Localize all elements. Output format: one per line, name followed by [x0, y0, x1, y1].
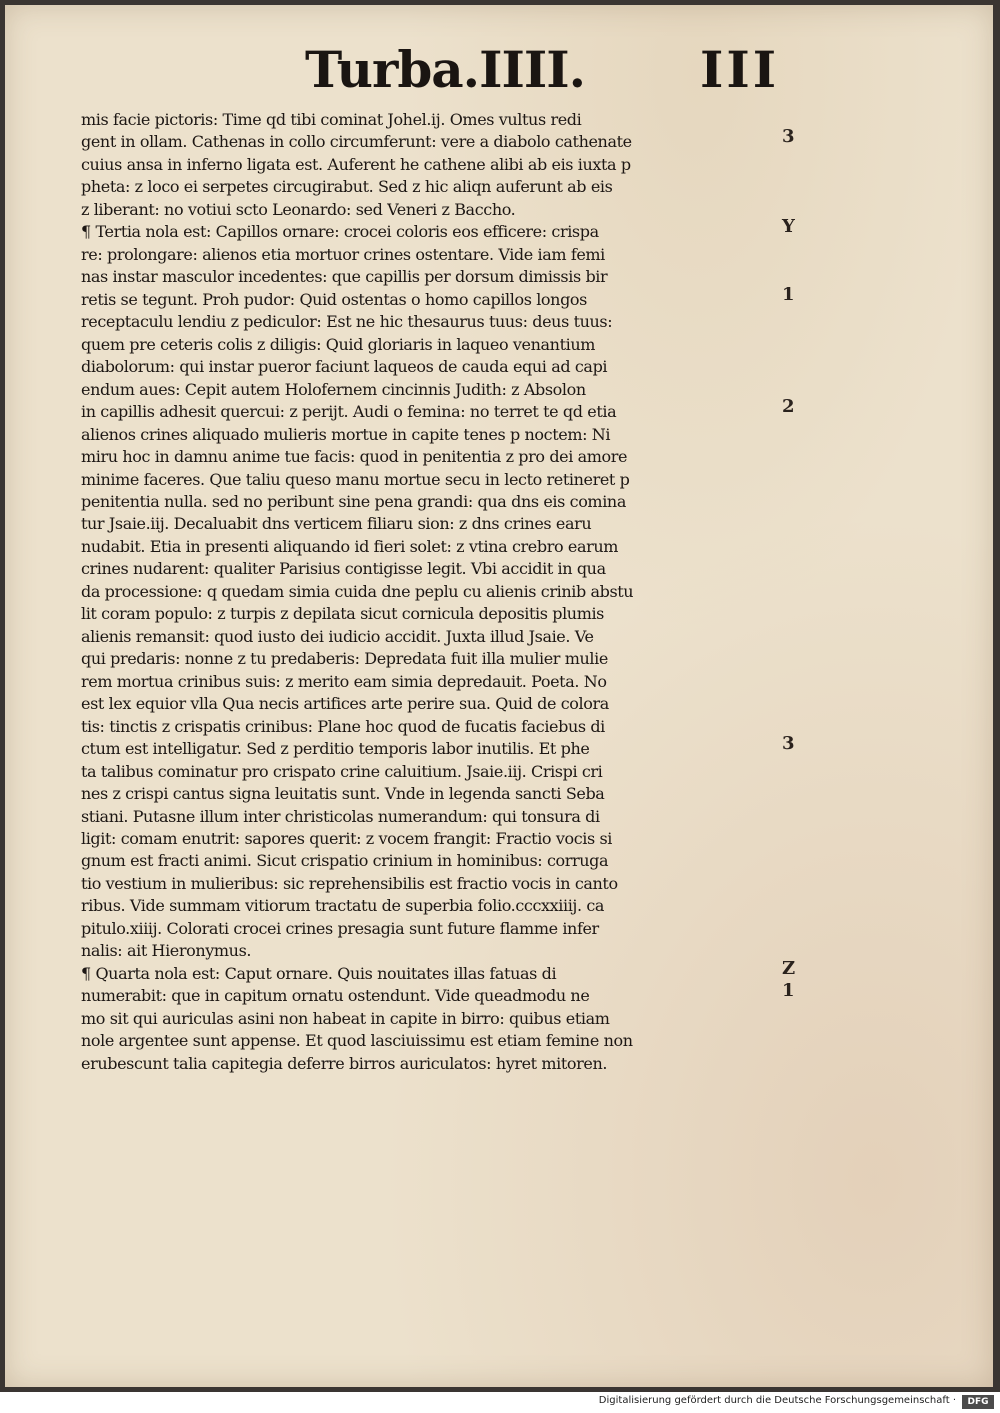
text-line: qui predaris: nonne z tu predaberis: Depredata fuit illa mulier mulie: [81, 649, 608, 669]
text-line: mis facie pictoris: Time qd tibi cominat Johel.ij. Omes vultus redi: [81, 110, 582, 129]
text-line: tur Jsaie.iij. Decaluabit dns verticem filiaru sion: z dns crines earu: [81, 514, 592, 534]
text-line: gent in ollam. Cathenas in collo circumferunt: vere a diabolo cathenate: [81, 132, 632, 152]
text-line: ligit: comam enutrit: sapores querit: z vocem frangit: Fractio vocis si: [81, 829, 613, 848]
text-line: alienos crines aliquado mulieris mortue in capite tenes p noctem: Ni: [81, 424, 611, 444]
text-line: endum aues: Cepit autem Holofernem cincinnis Judith: z Absolon: [81, 379, 586, 399]
text-line: ribus. Vide summam vitiorum tractatu de superbia folio.cccxxiiij. ca: [81, 896, 605, 916]
funding-credit: Digitalisierung gefördert durch die Deutsche Forschungsgemeinschaft ·: [598, 1395, 956, 1406]
text-line: mo sit qui auriculas asini non habeat in capite in birro: quibus etiam: [81, 1008, 610, 1028]
text-line: retis se tegunt. Proh pudor: Quid ostentas o homo capillos longos: [81, 289, 587, 309]
text-line: nudabit. Etia in presenti aliquando id fieri solet: z vtina crebro earum: [81, 536, 619, 556]
text-line: alienis remansit: quod iusto dei iudicio accidit. Juxta illud Jsaie. Ve: [81, 626, 594, 646]
text-line: cuius ansa in inferno ligata est. Auferent he cathene alibi ab eis iuxta p: [81, 154, 631, 174]
text-line: nas instar masculor incedentes: que capillis per dorsum dimissis bir: [81, 267, 608, 287]
text-line: minime faceres. Que taliu queso manu mortue secu in lecto retineret p: [81, 469, 630, 489]
running-title: Turba.IIII.: [305, 40, 586, 99]
text-line: nole argentee sunt appense. Et quod lasciuissimu est etiam femine non: [81, 1031, 633, 1051]
text-line: nalis: ait Hieronymus.: [81, 941, 252, 961]
text-line: quem pre ceteris colis z diligis: Quid gloriaris in laqueo venantium: [81, 334, 595, 354]
text-line: penitentia nulla. sed no peribunt sine pena grandi: qua dns eis comina: [81, 491, 626, 511]
text-line: crines nudarent: qualiter Parisius contigisse legit. Vbi accidit in qua: [81, 559, 606, 579]
text-line: lit coram populo: z turpis z depilata sicut cornicula depositis plumis: [81, 604, 604, 624]
margin-note: 2: [782, 396, 795, 418]
text-line: numerabit: que in capitum ornatu ostendunt. Vide queadmodu ne: [81, 986, 590, 1006]
text-line: tis: tinctis z crispatis crinibus: Plane hoc quod de fucatis faciebus di: [81, 716, 605, 736]
text-line: in capillis adhesit quercui: z perijt. Audi o femina: no terret te qd etia: [81, 402, 617, 422]
body-text: [81, 109, 786, 1075]
text-line: stiani. Putasne illum inter christicolas numerandum: qui tonsura di: [81, 806, 600, 826]
text-line: receptaculu lendiu z pediculor: Est ne hic thesaurus tuus: deus tuus:: [81, 312, 613, 332]
text-line: miru hoc in damnu anime tue facis: quod in penitentia z pro dei amore: [81, 447, 628, 467]
text-line: est lex equior vlla Qua necis artifices arte perire sua. Quid de colora: [81, 694, 609, 714]
folio-number: III: [700, 40, 780, 99]
text-line: diabolorum: qui instar pueror faciunt laqueos de cauda equi ad capi: [81, 357, 608, 377]
text-line: da processione: q quedam simia cuida dne peplu cu alienis crinib abstu: [81, 581, 634, 601]
page-header: [305, 35, 805, 105]
text-line: pheta: z loco ei serpetes circugirabut. Sed z hic aliqn auferunt ab eis: [81, 177, 613, 197]
text-line: re: prolongare: alienos etia mortuor crines ostentare. Vide iam femi: [81, 244, 605, 264]
text-line: pitulo.xiiij. Colorati crocei crines presagia sunt future flamme infer: [81, 918, 599, 938]
margin-note: 3: [782, 733, 795, 755]
margin-note: 3: [782, 126, 795, 148]
margin-note: Z: [782, 957, 796, 979]
text-line: ta talibus cominatur pro crispato crine caluitium. Jsaie.iij. Crispi cri: [81, 761, 603, 781]
margin-note: Y: [782, 216, 795, 238]
margin-note: 1: [782, 283, 795, 305]
text-line: nes z crispi cantus signa leuitatis sunt. Vnde in legenda sancti Seba: [81, 784, 605, 804]
text-line: erubescunt talia capitegia deferre birros auriculatos: hyret mitoren.: [81, 1053, 608, 1073]
text-line: ctum est intelligatur. Sed z perditio temporis labor inutilis. Et phe: [81, 739, 590, 759]
margin-note: 1: [782, 980, 795, 1002]
text-line: rem mortua crinibus suis: z merito eam simia depredauit. Poeta. No: [81, 671, 607, 691]
book-page: [5, 5, 993, 1387]
text-line: gnum est fracti animi. Sicut crispatio crinium in hominibus: corruga: [81, 851, 609, 871]
text-line: ¶ Quarta nola est: Caput ornare. Quis nouitates illas fatuas di: [81, 963, 557, 983]
text-line: z liberant: no votiui scto Leonardo: sed Veneri z Baccho.: [81, 199, 516, 219]
text-line: ¶ Tertia nola est: Capillos ornare: crocei coloris eos efficere: crispa: [81, 222, 599, 242]
text-line: tio vestium in mulieribus: sic reprehensibilis est fractio vocis in canto: [81, 873, 618, 893]
footer-bar: [0, 1392, 1000, 1413]
dfg-logo: DFG: [962, 1395, 994, 1409]
